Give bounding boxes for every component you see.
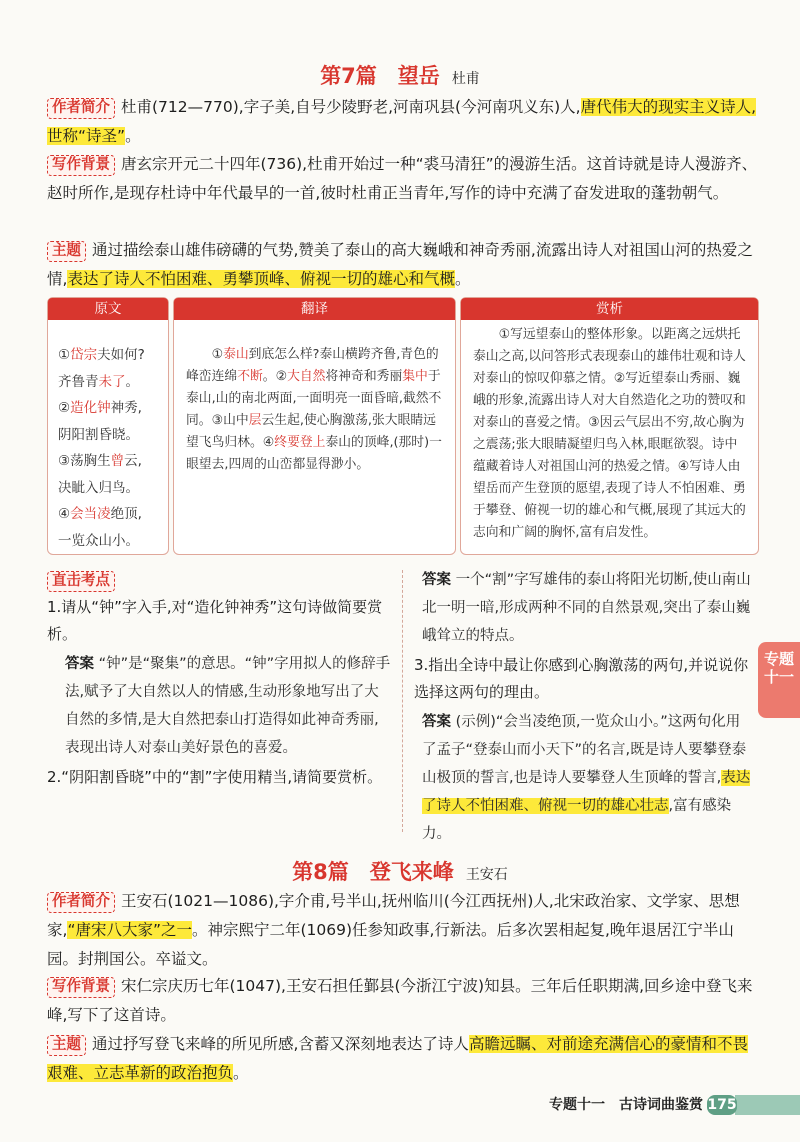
poem1-author: 杜甫	[451, 71, 480, 87]
theme-highlight: 表达了诗人不怕困难、勇攀顶峰、俯视一切的雄心和气概	[67, 270, 455, 288]
background-text: 唐玄宗开元二十四年(736),杜甫开始过一种“裘马清狂”的漫游生活。这首诗就是诗人漫游齐、赵时所作,是现存杜诗中年代最早的一首,彼时杜甫正当青年,写作的诗中充满了奋发进取的蓬勃朝气。	[47, 155, 758, 202]
theme-text: 通过描绘泰山雄伟磅礴的气势,赞美了泰山的高大巍峨和神奇秀丽,流露出诗人对祖国山河的热爱之情,	[47, 241, 753, 288]
translation-header: 翻译	[174, 298, 455, 320]
poem2-background	[47, 972, 759, 1030]
translation-column	[173, 297, 456, 555]
page-number: 175	[707, 1097, 737, 1113]
original-line: ②造化钟神秀,	[58, 400, 142, 416]
exam-right	[414, 566, 754, 848]
poem2-theme	[47, 1030, 759, 1088]
footer-chapter: 专题十一 古诗词曲鉴赏	[549, 1097, 703, 1113]
analysis-text: ①写远望泰山的整体形象。以距离之远烘托泰山之高,以问答形式表现泰山的雄伟壮观和诗人对泰山的惊叹仰慕之情。②写近望泰山秀丽、巍峨的形象,流露出诗人对大自然造化之功的赞叹和对泰山的喜爱之情。③因云气层出不穷,故心胸为之震荡;张大眼睛凝望归鸟入林,眼眶欲裂。诗中蕴藏着诗人对祖国山河的热爱之情。④写诗人由望岳而产生登顶的愿望,表现了诗人不怕困难、勇于攀登、俯视一切的雄心和气概,展现了其远大的志向和广阔的胸怀,富有启发性。	[473, 327, 746, 540]
theme-tag: 主题	[47, 1035, 86, 1056]
analysis-header: 赏析	[461, 298, 758, 320]
original-line: 阴阳割昏晓。	[58, 426, 139, 443]
author-intro-highlight: “唐宋八大家”之一	[67, 921, 192, 939]
poem-table	[47, 297, 759, 555]
original-line: ③荡胸生曾云,	[58, 453, 142, 469]
theme-text: 通过抒写登飞来峰的所见所感,含蓄又深刻地表达了诗人	[92, 1035, 469, 1053]
background-tag: 写作背景	[47, 155, 115, 176]
original-line: 齐鲁青未了。	[58, 373, 139, 390]
answer-2	[414, 566, 754, 650]
question-3: 3.指出全诗中最让你感到心胸激荡的两句,并说说你选择这两句的理由。	[414, 656, 749, 701]
answer-2-text: 一个“割”字写雄伟的泰山将阳光切断,使山南山北一明一暗,形成两种不同的自然景观,突出了泰山巍峨耸立的特点。	[422, 572, 751, 644]
poem1-theme	[47, 236, 759, 294]
poem1-title-row	[0, 60, 800, 90]
answer-3	[414, 708, 754, 848]
footer-bar	[735, 1095, 800, 1115]
background-tag: 写作背景	[47, 977, 115, 998]
poem1-author-intro	[47, 93, 759, 151]
poem2-title-row	[0, 856, 800, 886]
author-intro-end: 。神宗熙宁二年(1069)任参知政事,行新法。后多次罢相起复,晚年退居江宁半山园。封荆国公。卒谥文。	[47, 921, 734, 968]
theme-end: 。	[233, 1064, 249, 1082]
original-column	[47, 297, 169, 555]
answer-1	[47, 650, 393, 762]
answer-3-text: (示例)“会当凌绝顶,一览众山小。”这两句化用了孟子“登泰山而小天下”的名言,既是诗人要攀登泰山极顶的誓言,也是诗人要攀登人生顶峰的誓言,	[422, 714, 747, 786]
exam-tag: 直击考点	[47, 571, 115, 592]
author-intro-tag: 作者简介	[47, 98, 115, 119]
poem2-author: 王安石	[465, 867, 508, 883]
question-1: 1.请从“钟”字入手,对“造化钟神秀”这句诗做简要赏析。	[47, 598, 383, 643]
question-2: 2.“阴阳割昏晓”中的“割”字使用精当,请简要赏析。	[47, 768, 383, 786]
author-intro-tag: 作者简介	[47, 892, 115, 913]
column-divider	[402, 570, 404, 832]
answer-1-text: “钟”是“聚集”的意思。“钟”字用拟人的修辞手法,赋予了大自然以人的情感,生动形象地写出了大自然的多情,是大自然把泰山打造得如此神奇秀丽,表现出诗人对泰山美好景色的喜爱。	[65, 656, 391, 756]
original-text	[58, 342, 162, 554]
answer-3-highlight: 表达了诗人不怕困难、俯视一切的雄心壮志	[422, 770, 751, 814]
page-footer	[0, 1095, 800, 1115]
translation-text: ①泰山到底怎么样?泰山横跨齐鲁,青色的峰峦连绵不断。②大自然将神奇和秀丽集中于泰山,山的南北两面,一面明亮一面昏暗,截然不同。③山中层云生起,使心胸激荡,张大眼睛远望飞鸟归林。④终要登上泰山的顶峰,(那时)一眼望去,四周的山峦都显得渺小。	[186, 347, 442, 472]
original-line: ④会当凌绝顶,	[58, 506, 142, 522]
theme-end: 。	[454, 270, 471, 288]
analysis-column	[460, 297, 759, 555]
original-line: ①岱宗夫如何?	[58, 347, 145, 363]
author-intro-end: 。	[125, 127, 141, 145]
side-tab-line1: 专题	[763, 650, 794, 668]
poem2-title: 第8篇 登飞来峰	[292, 860, 454, 884]
theme-highlight: 高瞻远瞩、对前途充满信心的豪情和不畏艰难、立志革新的政治抱负	[47, 1035, 748, 1082]
theme-tag: 主题	[47, 241, 86, 262]
answer-label: 答案	[422, 572, 451, 588]
author-intro-text: 王安石(1021—1086),字介甫,号半山,抚州临川(今江西抚州)人,北宋政治家、文学家、思想家,	[47, 892, 740, 939]
poem1-background	[47, 150, 759, 208]
side-tab-line2: 十一	[763, 668, 794, 686]
original-line: 决眦入归鸟。	[58, 479, 139, 496]
original-header: 原文	[48, 298, 168, 320]
answer-label: 答案	[65, 656, 94, 672]
poem2-author-intro	[47, 887, 759, 974]
original-line: 一览众山小。	[58, 532, 139, 549]
author-intro-text: 杜甫(712—770),字子美,自号少陵野老,河南巩县(今河南巩义东)人,	[121, 98, 581, 116]
exam-left	[47, 570, 393, 791]
answer-label: 答案	[422, 714, 451, 730]
answer-3-end: ,富有感染力。	[422, 798, 732, 842]
author-intro-highlight: 唐代伟大的现实主义诗人,世称“诗圣”	[47, 98, 757, 145]
background-text: 宋仁宗庆历七年(1047),王安石担任鄞县(今浙江宁波)知县。三年后任职期满,回乡途中登飞来峰,写下了这首诗。	[47, 977, 753, 1024]
poem1-title: 第7篇 望岳	[320, 64, 440, 88]
chapter-side-tab[interactable]	[758, 642, 800, 718]
